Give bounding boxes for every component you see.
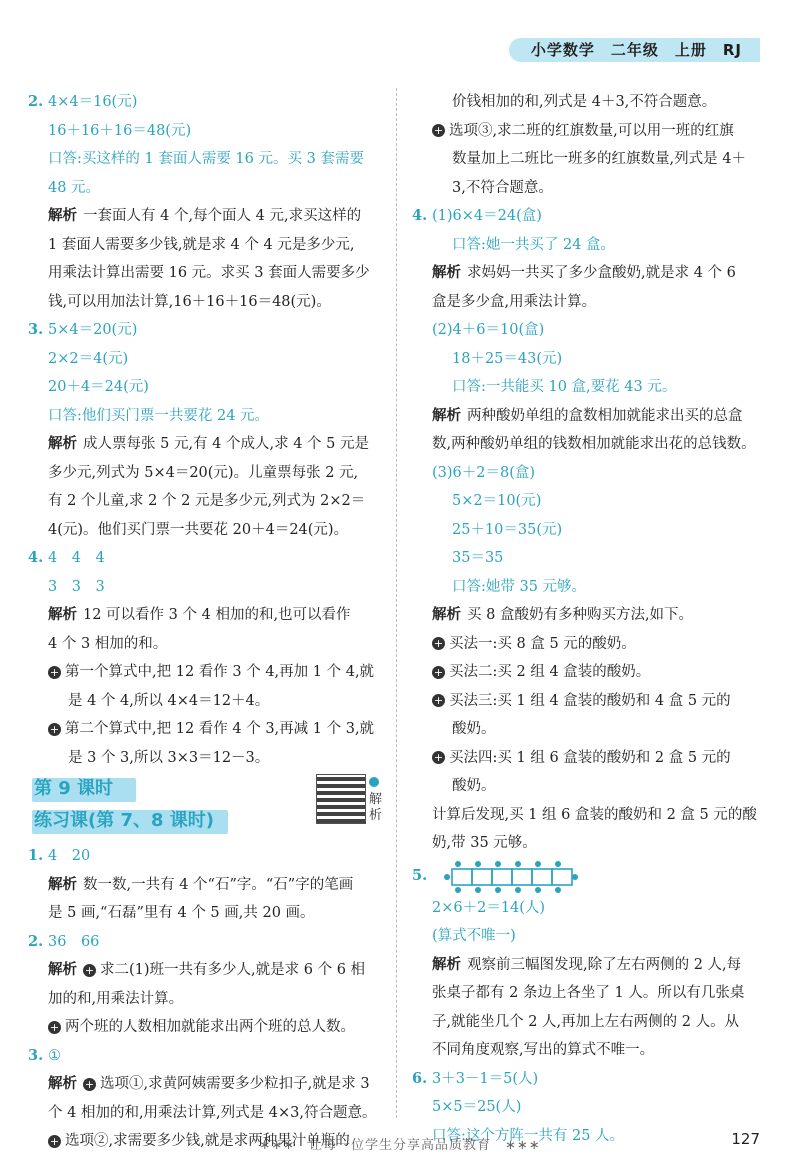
q3-line3: 20＋4＝24(元) <box>48 379 149 395</box>
r4-analysis-b2: 数,两种酸奶单组的钱数相加就能求出花的总钱数。 <box>432 436 756 452</box>
right-column <box>412 88 777 1150</box>
q4-bullet2-2: 是 3 个 3,所以 3×3＝12－3。 <box>68 749 270 766</box>
r4-analysis-b: 解析 两种酸奶单组的盒数相加就能求出买的总盒 <box>432 407 743 424</box>
cont-bullet: + 选项③,求二班的红旗数量,可以用一班的红旗 <box>433 122 734 139</box>
column-divider <box>396 88 397 1118</box>
plus-circle-icon: + <box>433 665 444 679</box>
q6-line1: 6. 3＋3－1＝5(人) <box>412 1069 539 1087</box>
p2-analysis-2: 加的和,用乘法计算。 <box>48 990 184 1007</box>
q5-analysis-3: 子,就能坐几个 2 人,再加上左右两侧的 2 人。从 <box>432 1013 740 1030</box>
q5-analysis-4: 不同角度观察,写出的算式不唯一。 <box>432 1042 655 1058</box>
r4-s2c: 口答:一共能买 10 盒,要花 43 元。 <box>452 379 677 395</box>
q3-analysis-3: 有 2 个儿童,求 2 个 2 元是多少元,列式为 2×2＝ <box>48 493 366 509</box>
r4-s2b: 18＋25＝43(元) <box>452 350 563 367</box>
r4-s3: (3)6＋2＝8(盒) <box>432 464 536 481</box>
q4-line2: 3 3 3 <box>48 578 105 595</box>
q4-bullet1: + 第一个算式中,把 12 看作 3 个 4,再加 1 个 4,就 <box>49 664 375 680</box>
plus-circle-icon: + <box>84 963 95 977</box>
plus-circle-icon: + <box>433 751 444 764</box>
q2-line3: 口答:买这样的 1 套面人需要 16 元。买 3 套需要 <box>48 151 364 167</box>
r4-s3d: 35＝35 <box>452 550 504 566</box>
q2-line1: 2. 4×4＝16(元) <box>28 93 138 110</box>
p3-answer: 3. ① <box>28 1046 61 1064</box>
q3-line4: 口答:他们买门票一共要花 24 元。 <box>48 407 270 424</box>
r4-conclusion-2: 奶,带 35 元够。 <box>432 835 537 851</box>
plus-circle-icon: + <box>433 124 444 137</box>
p2-bullet: + 两个班的人数相加就能求出两个班的总人数。 <box>49 1019 355 1035</box>
q5-line2: (算式不唯一) <box>432 928 516 944</box>
q2-line2: 16＋16＋16＝48(元) <box>48 122 192 139</box>
q3-analysis-4: 4(元)。他们买门票一共要花 20＋4＝24(元)。 <box>48 521 349 538</box>
q4-bullet1-2: 是 4 个 4,所以 4×4＝12＋4。 <box>68 692 270 709</box>
qr-code[interactable] <box>316 774 366 824</box>
q2-analysis-4: 钱,可以用加法计算,16＋16＋16＝48(元)。 <box>48 293 331 310</box>
r4-method4-2: 酸奶。 <box>452 778 496 794</box>
p3-bullet: + 选项②,求需要多少钱,就是求两种果汁单瓶的 <box>49 1133 350 1149</box>
q6-line2: 5×5＝25(人) <box>432 1099 522 1115</box>
plus-circle-icon: + <box>433 637 444 650</box>
r4-conclusion: 计算后发现,买 1 组 6 盒装的酸奶和 2 盒 5 元的酸 <box>432 806 757 823</box>
r4-analysis-c: 解析 买 8 盒酸奶有多种购买方法,如下。 <box>432 607 694 623</box>
left-column <box>28 88 383 1156</box>
q2-analysis: 解析 一套面人有 4 个,每个面人 4 元,求买这样的 <box>48 208 362 224</box>
q4-line1: 4. 4 4 4 <box>28 549 105 566</box>
q5-analysis: 解析 观察前三幅图发现,除了左右两侧的 2 人,每 <box>432 956 742 973</box>
q3-analysis-2: 多少元,列式为 5×4＝20(元)。儿童票每张 2 元, <box>48 464 359 481</box>
table-seating-figure <box>441 859 581 893</box>
r4-s3c: 25＋10＝35(元) <box>452 521 563 538</box>
q3-analysis: 解析 成人票每张 5 元,有 4 个成人,求 4 个 5 元是 <box>48 436 369 452</box>
q2-analysis-2: 1 套面人需要多少钱,就是求 4 个 4 元是多少元, <box>48 236 355 253</box>
plus-circle-icon: + <box>84 1077 95 1091</box>
q5-line1: 2×6＋2＝14(人) <box>432 899 546 916</box>
p2-analysis: 解析 + 求二(1)班一共有多少人,就是求 6 个 6 相 <box>48 962 366 978</box>
qr-label: 解析 <box>369 776 383 824</box>
r4-s1-answer: 口答:她一共买了 24 盒。 <box>452 236 616 253</box>
q2-line4: 48 元。 <box>48 179 101 196</box>
footer-slogan: ∗∗∗ 让每一位学生分享高品质教育 ∗∗∗ <box>259 1138 541 1153</box>
cont-bullet-2: 数量加上二班比一班多的红旗数量,列式是 4＋ <box>452 151 746 167</box>
r4-s3b: 5×2＝10(元) <box>452 493 542 509</box>
q2-analysis-3: 用乘法计算出需要 16 元。求买 3 套面人需要多少 <box>48 265 370 281</box>
r4-analysis-2: 盒是多少盒,用乘法计算。 <box>432 293 597 310</box>
p1-answer: 1. 4 20 <box>28 847 91 864</box>
q4-analysis-2: 4 个 3 相加的和。 <box>48 635 168 652</box>
lesson-heading <box>28 774 383 836</box>
page-number: 127 <box>731 1130 760 1148</box>
r4-method2: + 买法二:买 2 组 4 盒装的酸奶。 <box>433 664 651 680</box>
plus-circle-icon: + <box>433 694 444 707</box>
dot-icon <box>369 777 379 787</box>
plus-circle-icon: + <box>49 722 60 736</box>
q3-line1: 3. 5×4＝20(元) <box>28 321 138 338</box>
r4-method1: + 买法一:买 8 盒 5 元的酸奶。 <box>433 635 636 652</box>
r4-method4: + 买法四:买 1 组 6 盒装的酸奶和 2 盒 5 元的 <box>433 749 731 766</box>
p3-analysis-2: 个 4 相加的和,用乘法计算,列式是 4×3,符合题意。 <box>48 1104 377 1121</box>
r4-analysis: 解析 求妈妈一共买了多少盒酸奶,就是求 4 个 6 <box>432 265 736 281</box>
p3-analysis: 解析 + 选项①,求黄阿姨需要多少粒扣子,就是求 3 <box>48 1076 370 1092</box>
plus-circle-icon: + <box>49 1134 60 1148</box>
q5-figure-row: 5. <box>412 858 777 894</box>
header-tag: 小学数学 二年级 上册 RJ <box>509 38 760 62</box>
q5-analysis-2: 张桌子都有 2 条边上各坐了 1 人。所以有几张桌 <box>432 985 745 1001</box>
r4-method3-2: 酸奶。 <box>452 721 496 737</box>
r4-method3: + 买法三:买 1 组 4 盒装的酸奶和 4 盒 5 元的 <box>433 692 731 709</box>
p1-analysis: 解析 数一数,一共有 4 个“石”字。“石”字的笔画 <box>48 876 354 893</box>
cont-line1: 价钱相加的和,列式是 4＋3,不符合题意。 <box>452 94 717 110</box>
r4-s3e: 口答:她带 35 元够。 <box>452 578 587 595</box>
cont-bullet-3: 3,不符合题意。 <box>452 179 553 196</box>
q3-line2: 2×2＝4(元) <box>48 350 129 367</box>
q4-bullet2: + 第二个算式中,把 12 看作 4 个 3,再减 1 个 3,就 <box>49 721 375 737</box>
r4-s2: (2)4＋6＝10(盒) <box>432 322 545 338</box>
q4-analysis: 解析 12 可以看作 3 个 4 相加的和,也可以看作 <box>48 607 351 623</box>
p2-answer: 2. 36 66 <box>28 932 100 950</box>
plus-circle-icon: + <box>49 665 60 679</box>
plus-circle-icon: + <box>49 1020 60 1034</box>
p1-analysis-2: 是 5 画,“石磊”里有 4 个 5 画,共 20 画。 <box>48 905 315 921</box>
lesson-number: 第 9 课时 <box>34 778 114 799</box>
q6-line3: 口答:这个方阵一共有 25 人。 <box>432 1127 625 1144</box>
lesson-title: 练习课(第 7、8 课时) <box>34 810 215 831</box>
r4-s1: 4. (1)6×4＝24(盒) <box>412 207 542 224</box>
